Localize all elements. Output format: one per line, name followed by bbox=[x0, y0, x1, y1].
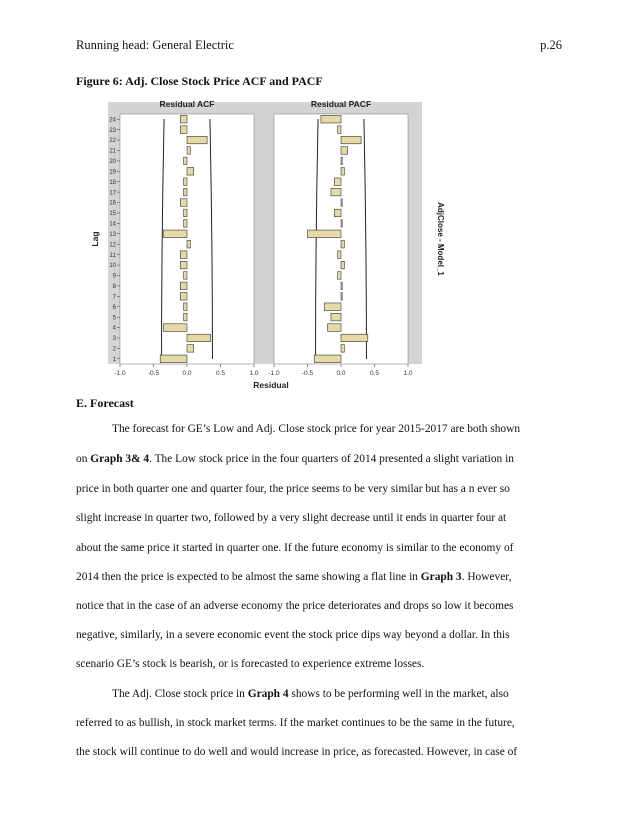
x-tick-label: -0.5 bbox=[147, 370, 160, 377]
x-tick-label: 0.5 bbox=[215, 370, 226, 377]
paragraph-line: the stock will continue to do well and would increase in price, as forecasted. However, in case of bbox=[76, 746, 518, 758]
residual-bar bbox=[341, 157, 342, 165]
lag-tick-label: 17 bbox=[109, 190, 116, 197]
residual-bar bbox=[341, 334, 368, 342]
residual-bar bbox=[180, 293, 187, 301]
residual-bar bbox=[341, 147, 348, 155]
residual-bar bbox=[180, 126, 187, 134]
residual-bar bbox=[184, 220, 187, 228]
residual-bar bbox=[180, 251, 187, 259]
section-heading: E. Forecast bbox=[76, 396, 134, 410]
residual-bar bbox=[184, 157, 187, 165]
paragraph-line: 2014 then the price is expected to be almost the same showing a flat line in Graph 3. However, bbox=[76, 571, 512, 583]
panel-title: Residual PACF bbox=[310, 99, 372, 109]
residual-bar bbox=[334, 178, 341, 186]
residual-bar bbox=[338, 272, 341, 280]
lag-tick-label: 23 bbox=[109, 127, 116, 134]
residual-bar bbox=[314, 355, 341, 363]
residual-bar bbox=[331, 313, 341, 321]
x-tick-label: 1.0 bbox=[249, 370, 259, 377]
lag-tick-label: 21 bbox=[109, 148, 116, 155]
x-tick-label: -1.0 bbox=[268, 370, 280, 377]
lag-tick-label: 24 bbox=[109, 117, 116, 124]
x-tick-label: 0.0 bbox=[182, 370, 192, 377]
lag-tick-label: 14 bbox=[109, 221, 116, 228]
residual-bar bbox=[160, 355, 187, 363]
residual-bar bbox=[308, 230, 342, 238]
lag-tick-label: 8 bbox=[112, 284, 116, 291]
residual-bar bbox=[341, 345, 344, 353]
residual-bar bbox=[321, 115, 341, 123]
residual-bar bbox=[341, 282, 342, 290]
residual-bar bbox=[341, 168, 344, 176]
lag-tick-label: 15 bbox=[109, 211, 116, 218]
lag-tick-label: 2 bbox=[112, 346, 116, 353]
residual-bar bbox=[184, 178, 187, 186]
lag-tick-label: 20 bbox=[109, 159, 116, 166]
x-tick-label: 1.0 bbox=[403, 370, 413, 377]
residual-bar bbox=[180, 261, 187, 269]
residual-bar bbox=[187, 147, 190, 155]
residual-bar bbox=[324, 303, 341, 311]
x-tick-label: -1.0 bbox=[114, 370, 126, 377]
residual-bar bbox=[180, 199, 187, 207]
residual-bar bbox=[187, 168, 194, 176]
residual-bar bbox=[328, 324, 341, 332]
paragraph-line: price in both quarter one and quarter four, the price seems to be very similar but has a n ever so bbox=[76, 483, 510, 495]
residual-bar bbox=[341, 261, 344, 269]
figure-caption: Figure 6: Adj. Close Stock Price ACF and PACF bbox=[76, 74, 323, 88]
panel-title: Residual ACF bbox=[159, 99, 215, 109]
lag-tick-label: 22 bbox=[109, 138, 116, 145]
lag-tick-label: 19 bbox=[109, 169, 116, 176]
residual-bar bbox=[184, 313, 187, 321]
lag-tick-label: 4 bbox=[112, 325, 116, 332]
paragraph-line: The forecast for GE’s Low and Adj. Close stock price for year 2015-2017 are both shown bbox=[112, 423, 521, 435]
lag-tick-label: 18 bbox=[109, 179, 116, 186]
lag-tick-label: 9 bbox=[112, 273, 116, 280]
residual-bar bbox=[341, 240, 344, 248]
paragraph-line: negative, similarly, in a severe economic event the stock price dips way beyond a dollar. In this bbox=[76, 629, 510, 641]
y-axis-label: Lag bbox=[90, 231, 100, 247]
residual-bar bbox=[341, 293, 342, 301]
residual-bar bbox=[164, 324, 187, 332]
residual-bar bbox=[187, 334, 210, 342]
residual-bar bbox=[341, 199, 342, 207]
residual-bar bbox=[334, 209, 341, 217]
residual-bar bbox=[184, 272, 187, 280]
paragraph-line: referred to as bullish, in stock market terms. If the market continues to be the same in the future, bbox=[76, 717, 515, 729]
x-tick-label: 0.5 bbox=[369, 370, 380, 377]
residual-bar bbox=[331, 188, 341, 196]
running-head: Running head: General Electric bbox=[76, 38, 234, 52]
residual-bar bbox=[187, 240, 190, 248]
lag-tick-label: 6 bbox=[112, 304, 116, 311]
residual-bar bbox=[341, 136, 361, 144]
paragraph-line: about the same price it started in quarter one. If the future economy is similar to the economy of bbox=[76, 542, 514, 554]
residual-bar bbox=[180, 115, 187, 123]
residual-bar bbox=[184, 188, 187, 196]
lag-tick-label: 10 bbox=[109, 263, 116, 270]
paragraph-line: The Adj. Close stock price in Graph 4 shows to be performing well in the market, also bbox=[112, 688, 509, 700]
residual-bar bbox=[338, 126, 341, 134]
acf-pacf-chart bbox=[86, 94, 458, 392]
residual-bar bbox=[164, 230, 187, 238]
residual-bar bbox=[184, 209, 187, 217]
lag-tick-label: 11 bbox=[109, 252, 116, 259]
lag-tick-label: 7 bbox=[112, 294, 116, 301]
lag-tick-label: 5 bbox=[112, 315, 116, 322]
x-tick-label: 0.0 bbox=[336, 370, 346, 377]
residual-bar bbox=[184, 303, 187, 311]
paragraph-line: slight increase in quarter two, followed by a very slight decrease until it ends in quarter four at bbox=[76, 512, 507, 524]
page-number: p.26 bbox=[540, 38, 562, 52]
lag-tick-label: 1 bbox=[112, 356, 116, 363]
side-label: AdjClose - Model_1 bbox=[436, 202, 445, 276]
lag-tick-label: 16 bbox=[109, 200, 116, 207]
lag-tick-label: 3 bbox=[112, 336, 116, 343]
paragraph-line: on Graph 3& 4. The Low stock price in the four quarters of 2014 presented a slight variation in bbox=[76, 453, 514, 465]
residual-bar bbox=[180, 282, 187, 290]
residual-bar bbox=[187, 345, 194, 353]
lag-tick-label: 13 bbox=[109, 231, 116, 238]
residual-bar bbox=[338, 251, 341, 259]
lag-tick-label: 12 bbox=[109, 242, 116, 249]
residual-bar bbox=[341, 220, 342, 228]
x-axis-label: Residual bbox=[253, 380, 289, 390]
x-tick-label: -0.5 bbox=[301, 370, 314, 377]
paragraph-line: scenario GE’s stock is bearish, or is forecasted to experience extreme losses. bbox=[76, 658, 425, 670]
paragraph-line: notice that in the case of an adverse economy the price deteriorates and drops so low it becomes bbox=[76, 600, 514, 612]
residual-bar bbox=[187, 136, 207, 144]
